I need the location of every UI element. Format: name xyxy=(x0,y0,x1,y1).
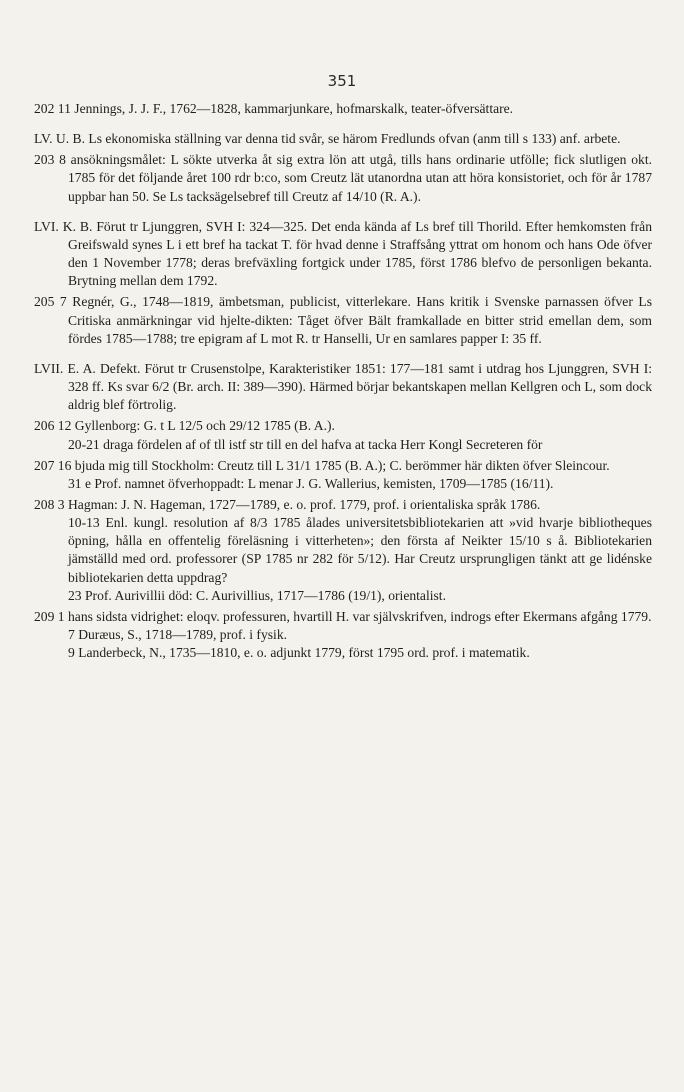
note-209-9: 9 Landerbeck, N., 1735—1810, e. o. adjunkt 1779, först 1795 ord. prof. i matematik. xyxy=(68,645,530,661)
note-207-31: 31 e Prof. namnet öfverhoppadt: L menar J. G. Wallerius, kemisten, 1709—1785 (16/11). xyxy=(68,475,554,491)
note-205-7: 205 7 Regnér, G., 1748—1819, ämbetsman, publicist, vitterlekare. Hans kritik i Svenske parnassen öfver Ls Critiska anmärkningar vid hjelte-dikten: Tåget öfver Bält framkallade en bitter strid emellan dem, som fördes 1785—1788; tre epigram af L mot R. tr Hanselli, Ur en samlares papper I: 35 ff. xyxy=(34,294,652,346)
letter-note-lv: LV. U. B. Ls ekonomiska ställning var denna tid svår, se härom Fredlunds ofvan (anm till s 133) anf. arbete. xyxy=(34,131,621,147)
note-209-7: 7 Duræus, S., 1718—1789, prof. i fysik. xyxy=(68,627,288,643)
note-208-23: 23 Prof. Aurivillii död: C. Aurivillius, 1717—1786 (19/1), orientalist. xyxy=(68,587,446,603)
letter-note-lvii: LVII. E. A. Defekt. Förut tr Crusenstolpe, Karakteristiker 1851: 177—181 samt i utdrag hos Ljunggren, SVH I: 328 ff. Ks svar 6/2 (Br. arch. II: 389—390). Härmed börjar bekantskapen mellan Kellgren och L, som dock aldrig blef förtrolig. xyxy=(34,360,652,413)
letter-note-lvi: LVI. K. B. Förut tr Ljunggren, SVH I: 324—325. Det enda kända af Ls bref till Thorild. Efter hemkomsten från Greifswald synes L i ett bref ha tackat T. för hvad denne i Straffsång yttrat om honom och hans Ode öfver den 1 November 1778; deras brefväxling fortgick under 1785, först 1786 blefvo de personligen bekanta. Brytning mellan dem 1792. xyxy=(34,218,652,289)
note-209-1: 209 1 hans sidsta vidrighet: eloqv. professuren, hvartill H. var självskrifven, indrogs efter Ekermans afgång 1779. xyxy=(34,608,652,624)
note-206-20-21: 20-21 draga fördelen af of tll istf str till en del hafva at tacka Herr Kongl Secreteren för xyxy=(68,436,543,452)
note-208-10-13: 10-13 Enl. kungl. resolution af 8/3 1785 ålades universitetsbibliotekarien att »vid hvarje bibliotheques öpning, hålla en offentelig föreläsning i vitterheten»; den första af Neikter 15/10 s å. Bibliotekarien jämställd med ord. professorer (SP 1785 nr 282 för 5/12). Har Creutz ursprungligen tänkt att ge lidénske bibliotekarien detta uppdrag? xyxy=(68,515,652,585)
note-203-8: 203 8 ansökningsmålet: L sökte utverka åt sig extra lön att utgå, tills hans ordinarie utfölle; fick slutligen okt. 1785 för det följande året 100 rdr b:co, som Creutz lät utanordna utan att höra konsistoriet, och för år 1787 uppbar han 50. Se Ls tacksägelsebref till Creutz af 14/10 (R. A.). xyxy=(34,152,652,204)
note-206-12: 206 12 Gyllenborg: G. t L 12/5 och 29/12 1785 (B. A.). xyxy=(34,418,335,434)
note-202-11: 202 11 Jennings, J. J. F., 1762—1828, kammarjunkare, hofmarskalk, teater-öfversättare. xyxy=(34,101,514,116)
note-208-3: 208 3 Hagman: J. N. Hageman, 1727—1789, e. o. prof. 1779, prof. i orientaliska språk 1786. xyxy=(34,496,541,512)
commentary-body xyxy=(34,100,652,665)
page-number: 351 xyxy=(327,72,357,90)
note-207-16: 207 16 bjuda mig till Stockholm: Creutz till L 31/1 1785 (B. A.); C. berömmer här dikten öfver Sleincour. xyxy=(34,457,610,473)
